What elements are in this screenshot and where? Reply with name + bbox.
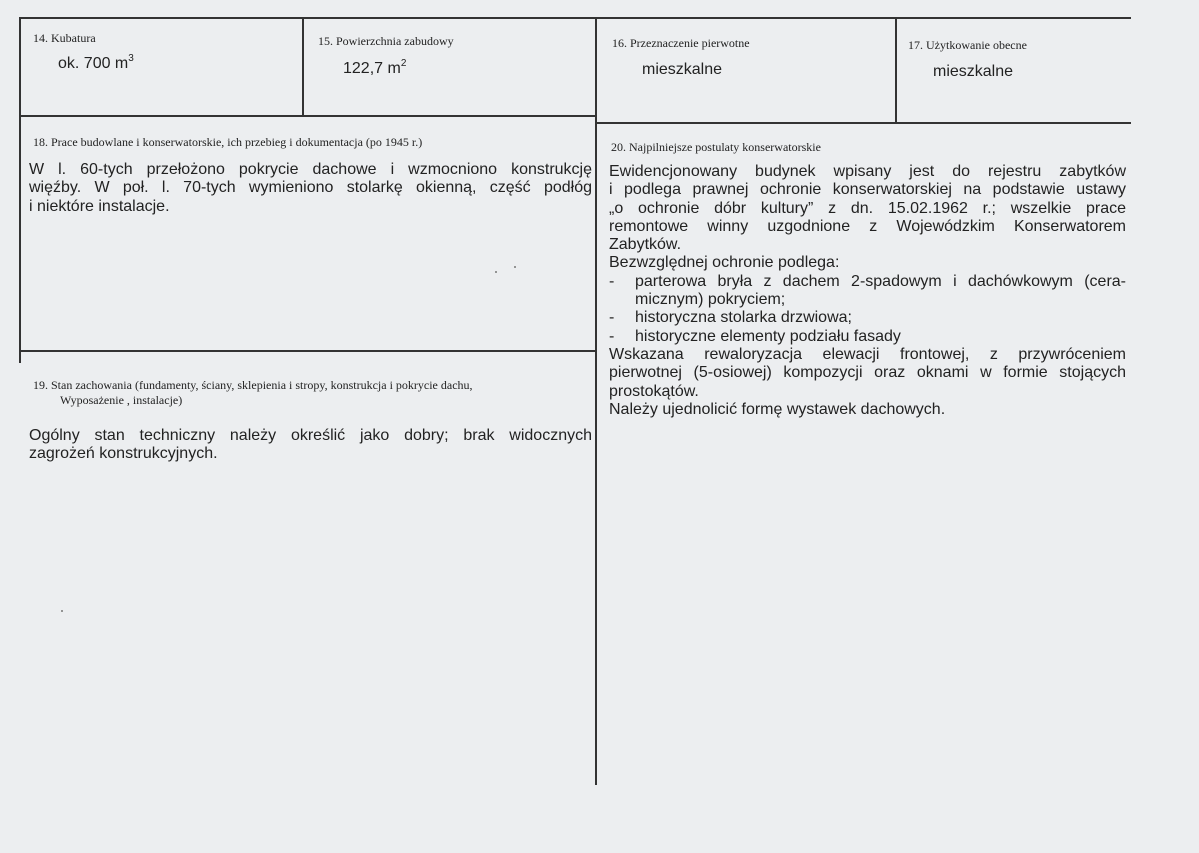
- divider-16-17: [895, 18, 897, 122]
- powierzchnia-label: 15. Powierzchnia zabudowy: [318, 34, 454, 48]
- text-line: i podlega prawnej ochronie konserwatorskiej na podstawie ustawy: [609, 181, 1126, 199]
- text-line: Ogólny stan techniczny należy określić jako dobry; brak widocznych: [29, 427, 592, 444]
- scan-speck: [61, 610, 63, 612]
- row1-bottom-left: [20, 115, 596, 117]
- scan-speck: [514, 266, 516, 268]
- top-border: [20, 17, 1131, 19]
- text-line: micznym) pokryciem;: [635, 291, 786, 309]
- list-item: [609, 273, 1126, 310]
- text-line: parterowa bryła z dachem 2-spadowym i dachówkowym (cera-: [635, 272, 1126, 290]
- kubatura-unit-exponent: 3: [128, 53, 134, 64]
- text-line: i niektóre instalacje.: [29, 197, 170, 215]
- text-line: historyczna stolarka drzwiowa;: [635, 309, 852, 327]
- prace-budowlane-label: 18. Prace budowlane i konserwatorskie, ich przebieg i dokumentacja (po 1945 r.): [33, 135, 423, 149]
- kubatura-label: 14. Kubatura: [33, 31, 96, 45]
- przeznaczenie-value: mieszkalne: [642, 61, 723, 78]
- list-item: [609, 328, 1126, 346]
- left-border: [19, 17, 21, 363]
- postulaty-label: 20. Najpilniejsze postulaty konserwatorskie: [611, 140, 821, 154]
- bullet-marker: -: [609, 327, 615, 345]
- uzytkowanie-label: 17. Użytkowanie obecne: [908, 38, 1027, 52]
- stan-zachowania-text: [29, 427, 592, 464]
- text-line: Zabytków.: [609, 236, 682, 254]
- powierzchnia-value: [343, 60, 406, 78]
- scan-speck: [495, 271, 497, 273]
- list-item: [609, 309, 1126, 327]
- text-line: historyczne elementy podziału fasady: [635, 327, 901, 345]
- bullet-marker: -: [609, 272, 615, 290]
- main-vertical-divider: [595, 18, 597, 785]
- text-line: więźby. W poł. l. 70-tych wymieniono stolarkę okienną, część podłóg: [29, 179, 592, 197]
- text-line: remontowe winny uzgodnione z Wojewódzkim Konserwatorem: [609, 217, 1126, 235]
- uzytkowanie-value: mieszkalne: [933, 63, 1014, 80]
- text-line: pierwotnej (5-osiowej) kompozycji oraz oknami w formie stojących: [609, 364, 1126, 382]
- text-line: Należy ujednolicić formę wystawek dachowych.: [609, 400, 946, 418]
- text-line: „o ochronie dóbr kultury” z dn. 15.02.1962 r.; wszelkie prace: [609, 199, 1126, 217]
- divider-14-15: [302, 18, 304, 116]
- powierzchnia-value-text: 122,7 m: [343, 60, 401, 77]
- stan-zachowania-label: 19. Stan zachowania (fundamenty, ściany, sklepienia i stropy, konstrukcja i pokrycie dachu,: [33, 378, 473, 392]
- text-line: Ewidencjonowany budynek wpisany jest do rejestru zabytków: [609, 163, 1126, 180]
- kubatura-value: [58, 55, 134, 73]
- bullet-marker: -: [609, 309, 615, 327]
- przeznaczenie-label: 16. Przeznaczenie pierwotne: [612, 36, 750, 50]
- prace-budowlane-text: [29, 161, 592, 216]
- kubatura-value-text: ok. 700 m: [58, 55, 129, 72]
- text-line: W l. 60-tych przełożono pokrycie dachowe i wzmocniono konstrukcję: [29, 161, 592, 178]
- stan-zachowania-label-cont: Wyposażenie , instalacje): [60, 393, 183, 407]
- powierzchnia-unit-exponent: 2: [400, 58, 407, 69]
- postulaty-text: [609, 163, 1126, 419]
- text-line: prostokątów.: [609, 382, 699, 400]
- text-line: zagrożeń konstrukcyjnych.: [29, 445, 218, 463]
- divider-18-19: [20, 350, 596, 352]
- text-line: Bezwzględnej ochronie podlega:: [609, 254, 840, 272]
- row1-bottom-right: [596, 122, 1131, 124]
- text-line: Wskazana rewaloryzacja elewacji frontowej, z przywróceniem: [609, 345, 1126, 363]
